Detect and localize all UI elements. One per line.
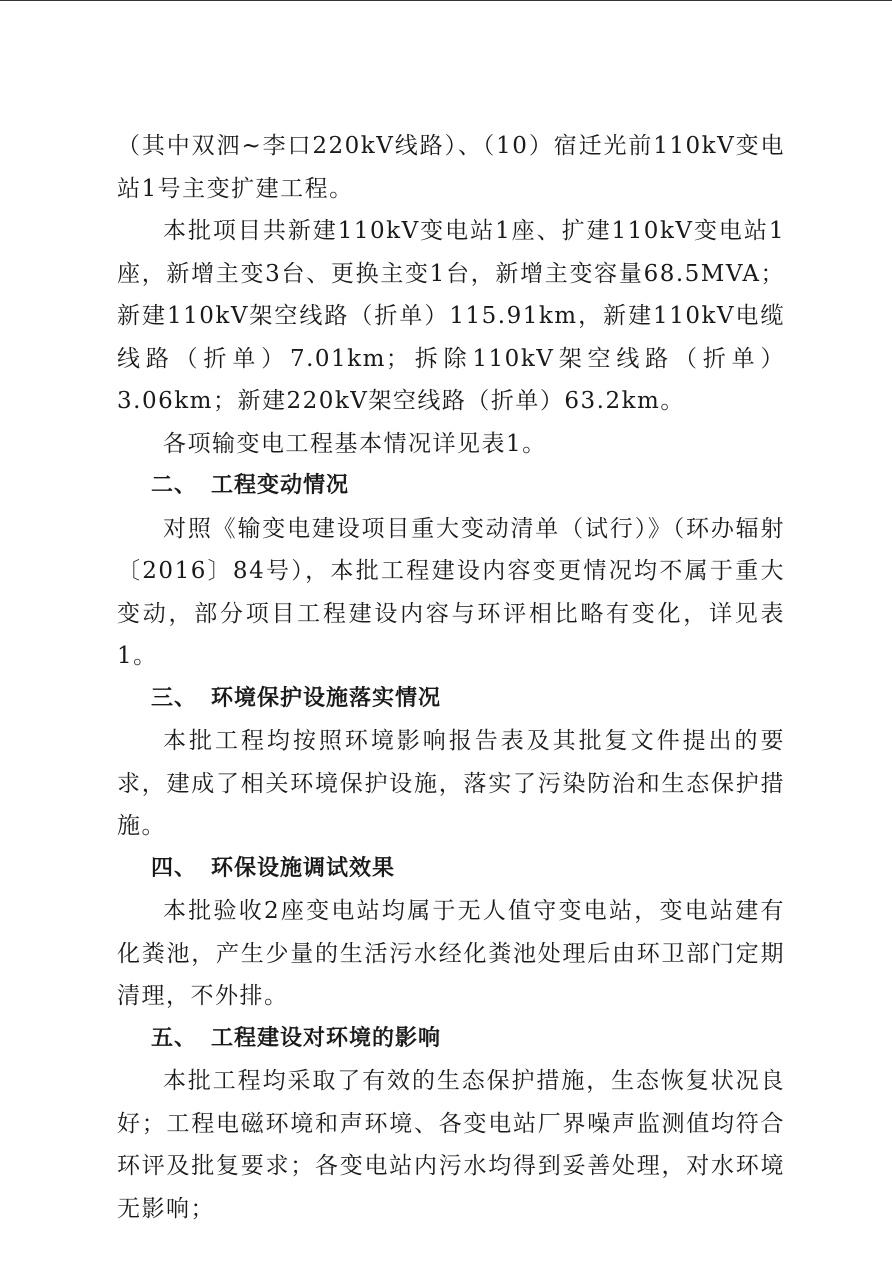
section-title: 环境保护设施落实情况 <box>211 685 442 711</box>
paragraph-table-reference: 各项输变电工程基本情况详见表1。 <box>163 430 547 457</box>
section-number: 二、 <box>151 473 198 498</box>
section-number: 四、 <box>151 855 198 881</box>
section-heading-engineering-changes <box>117 465 785 508</box>
section-heading-protection-facilities <box>117 678 785 721</box>
paragraph-protection-facilities: 本批工程均按照环境影响报告表及其批复文件提出的要求，建成了相关环境保护设施，落实了污染防治和生态保护措施。 <box>117 728 785 839</box>
document-body <box>117 125 785 1230</box>
section-number: 五、 <box>151 1025 198 1051</box>
section-title: 工程建设对环境的影响 <box>211 1025 442 1051</box>
section-number: 三、 <box>151 685 198 711</box>
section-heading-environmental-impact <box>117 1018 785 1061</box>
paragraph-debugging-effects: 本批验收2座变电站均属于无人值守变电站，变电站建有化粪池，产生少量的生活污水经化粪池处理后由环卫部门定期清理，不外排。 <box>117 898 785 1009</box>
paragraph-engineering-changes: 对照《输变电建设项目重大变动清单（试行）》（环办辐射〔2016〕84号），本批工程建设内容变更情况均不属于重大变动，部分项目工程建设内容与环评相比略有变化，详见表1。 <box>117 515 785 669</box>
section-title: 环保设施调试效果 <box>211 855 396 881</box>
paragraph-environmental-impact: 本批工程均采取了有效的生态保护措施，生态恢复状况良好；工程电磁环境和声环境、各变电站厂界噪声监测值均符合环评及批复要求；各变电站内污水均得到妥善处理，对水环境无影响； <box>117 1068 785 1222</box>
section-heading-debugging-effects <box>117 848 785 891</box>
section-title: 工程变动情况 <box>211 473 350 498</box>
paragraph-project-list-end: （其中双泗~李口220kV线路）、（10）宿迁光前110kV变电站1号主变扩建工程。 <box>117 133 785 202</box>
paragraph-project-scale: 本批项目共新建110kV变电站1座、扩建110kV变电站1座，新增主变3台、更换主变1台，新增主变容量68.5MVA；新建110kV架空线路（折单）115.91km，新建110kV电缆线路（折单）7.01km；拆除110kV架空线路（折单）3.06km；新建220kV架空线路（折单）63.2km。 <box>117 218 785 414</box>
